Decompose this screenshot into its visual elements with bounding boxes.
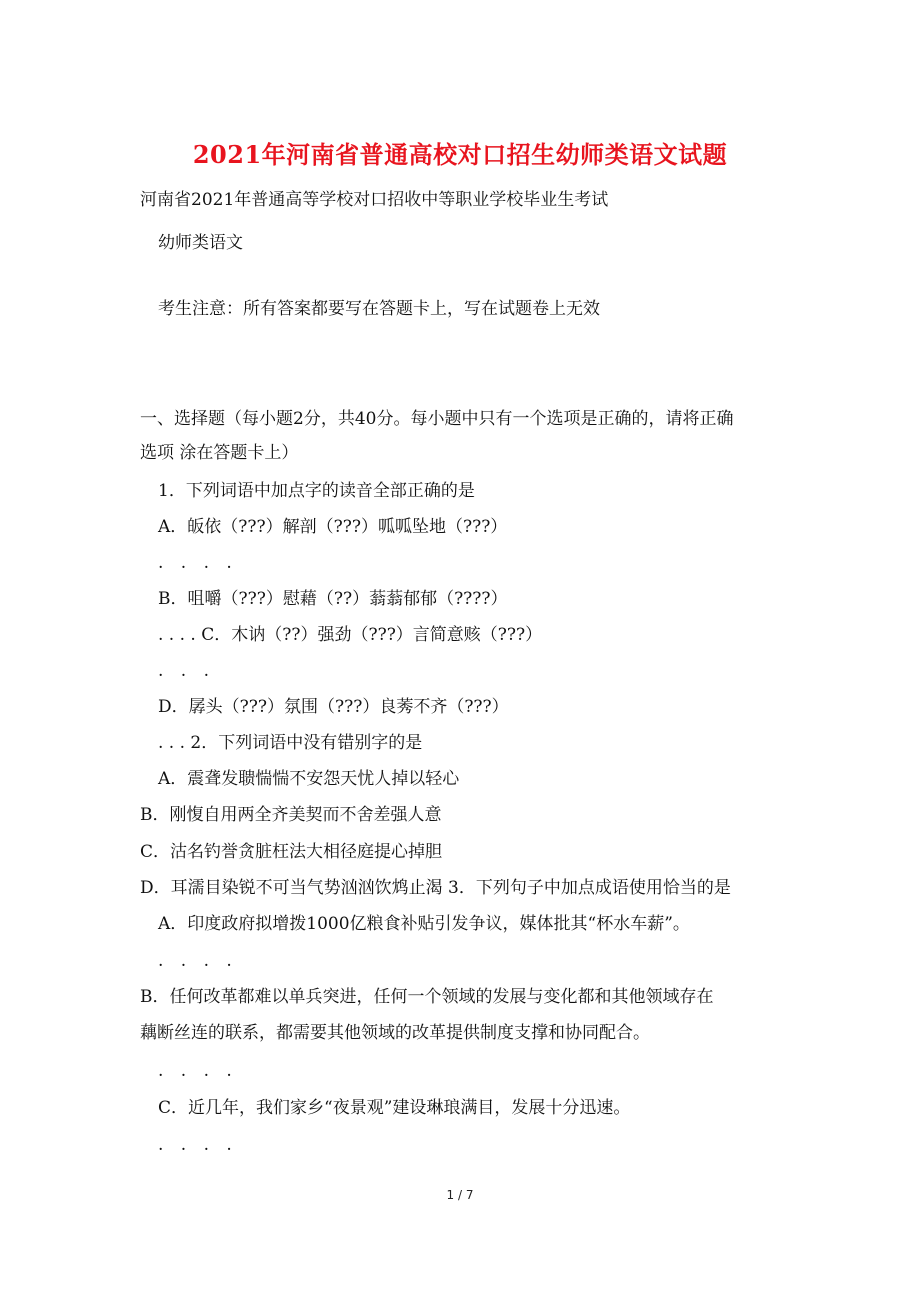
emphasis-dots: . . . . xyxy=(158,1061,238,1081)
document-title: 2021年河南省普通高校对口招生幼师类语文试题 xyxy=(192,140,728,169)
emphasis-dots: . . . . xyxy=(158,1135,238,1155)
section-heading: 一、选择题（每小题2分，共40分。每小题中只有一个选项是正确的，请将正确 xyxy=(140,409,734,429)
section-heading-continued: 选项 涂在答题卡上） xyxy=(140,443,299,463)
question-2-option-d-and-question-3: D．耳濡目染锐不可当气势汹汹饮鸩止渴 3．下列句子中加点成语使用恰当的是 xyxy=(140,878,731,898)
question-3-option-c: C．近几年，我们家乡“夜景观”建设琳琅满目，发展十分迅速。 xyxy=(158,1098,631,1118)
emphasis-dots: . . . . xyxy=(158,951,238,971)
question-1: 1．下列词语中加点字的读音全部正确的是 xyxy=(158,481,475,501)
question-1-option-d: D．孱头（???）氛围（???）良莠不齐（???） xyxy=(158,697,509,717)
emphasis-dots: . . . xyxy=(158,661,216,681)
question-2: . . . 2．下列词语中没有错别字的是 xyxy=(158,733,423,753)
question-2-option-a: A．震聋发聩惴惴不安怨天忧人掉以轻心 xyxy=(158,769,460,789)
question-1-option-a: A．皈依（???）解剖（???）呱呱坠地（???） xyxy=(158,517,508,537)
exam-subtitle: 河南省2021年普通高等学校对口招收中等职业学校毕业生考试 xyxy=(140,190,609,210)
page-number: 1 / 7 xyxy=(446,1188,474,1202)
exam-subject: 幼师类语文 xyxy=(158,233,243,253)
exam-notice: 考生注意：所有答案都要写在答题卡上，写在试题卷上无效 xyxy=(158,299,600,319)
question-1-option-c: . . . . C．木讷（??）强劲（???）言简意赅（???） xyxy=(158,625,543,645)
question-3-option-a: A．印度政府拟增拨1000亿粮食补贴引发争议，媒体批其“杯水车薪”。 xyxy=(158,914,690,934)
emphasis-dots: . . . . xyxy=(158,553,238,573)
question-2-option-b: B．刚愎自用两全齐美契而不舍差强人意 xyxy=(140,805,442,825)
question-1-option-b: B．咀嚼（???）慰藉（??）蓊蓊郁郁（????） xyxy=(158,589,508,609)
question-3-option-b: B．任何改革都难以单兵突进，任何一个领域的发展与变化都和其他领域存在 xyxy=(140,987,714,1007)
question-2-option-c: C．沽名钓誉贪脏枉法大相径庭提心掉胆 xyxy=(140,842,443,862)
question-3-option-b-continued: 藕断丝连的联系，都需要其他领域的改革提供制度支撑和协同配合。 xyxy=(140,1023,650,1043)
